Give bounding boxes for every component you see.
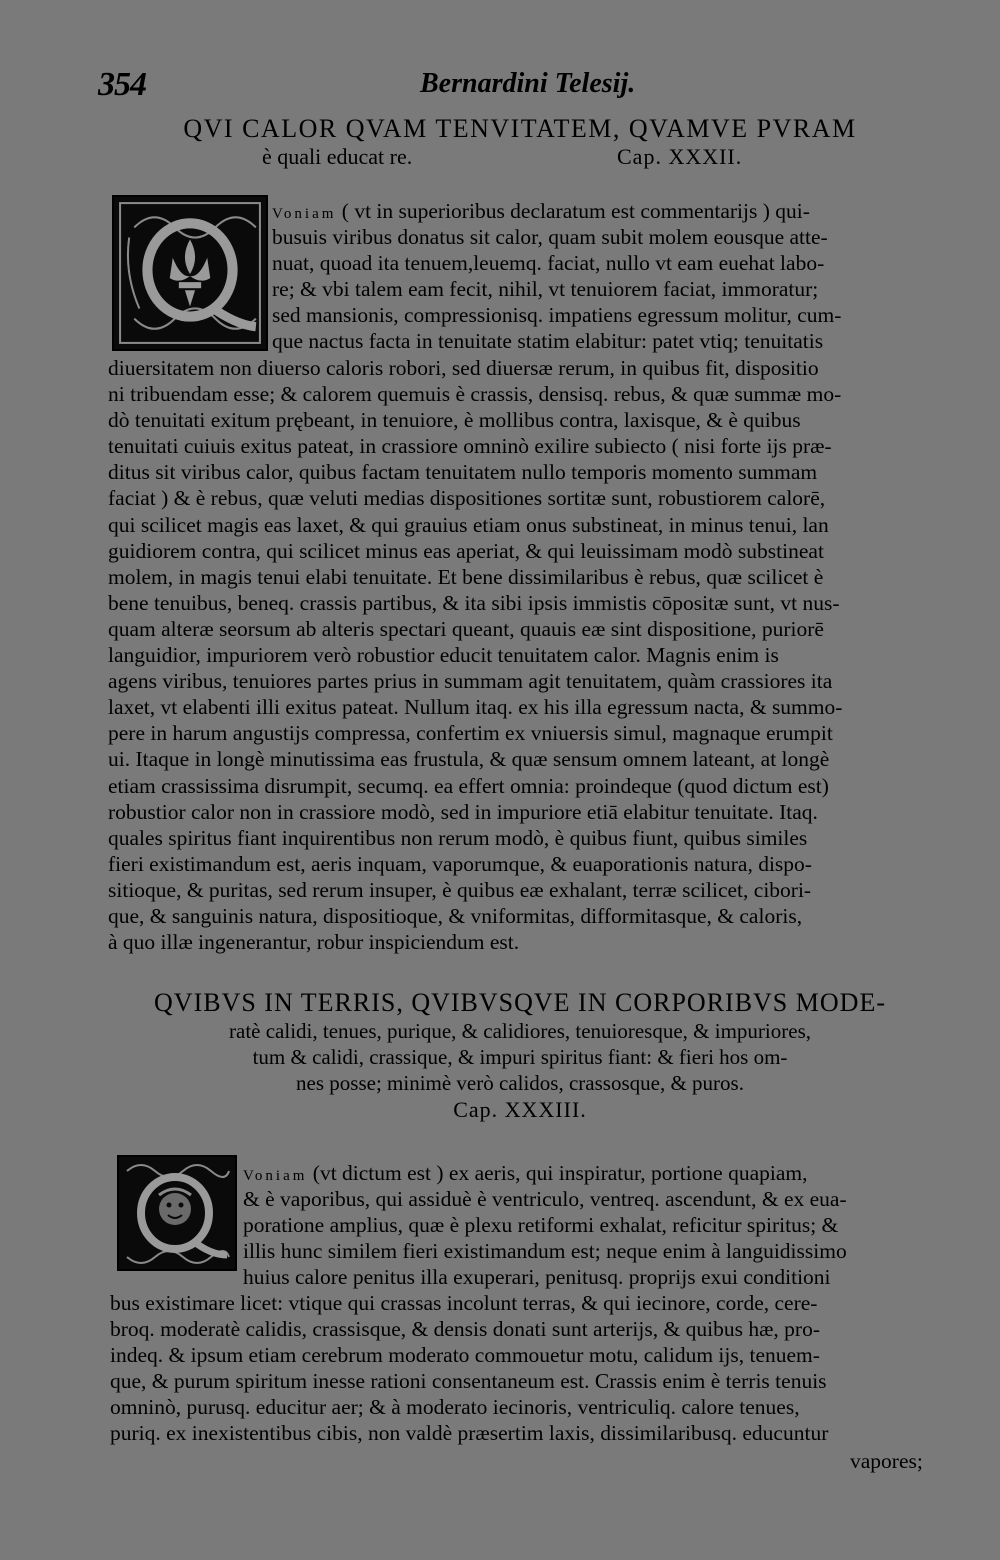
text-line: pere in harum angustijs compressa, confertim ex vniuersis simul, magnaque erumpit — [108, 721, 833, 746]
text-line: Voniam (vt dictum est ) ex aeris, qui inspiratur, portione quapiam, — [243, 1161, 808, 1185]
text-line: qui scilicet magis eas laxet, & qui grauius etiam onus substineat, in minus tenui, lan — [108, 512, 829, 537]
text-line: broq. moderatè calidis, crassisque, & densis donati sunt arterijs, & quibus hæ, pro- — [110, 1317, 820, 1342]
chapter-32-body — [108, 355, 842, 955]
chapter-33-opening-lines — [243, 1160, 847, 1290]
text-line: puriq. ex inexistentibus cibis, non valdè præsertim laxis, dissimilaribusq. educuntur — [110, 1421, 829, 1446]
text-line: bene tenuibus, beneq. crassis partibus, & ita sibi ipsis immistis cōpositæ sunt, vt nus- — [108, 590, 840, 615]
chapter-33-body — [110, 1290, 828, 1447]
text-line: diuersitatem non diuerso caloris robori, sed diuersæ rerum, in quibus fit, dispositio — [108, 356, 819, 380]
text-line: poratione amplius, quæ è plexu retiformi exhalat, reficitur spiritus; & — [243, 1213, 839, 1238]
text-line: robustior calor non in crassiore modò, sed in impuriore etiā elabitur tenuitate. Itaq. — [108, 799, 818, 824]
text-line: à quo illæ ingenerantur, robur inspiciendum est. — [108, 930, 520, 955]
text-line: que nactus facta in tenuitate statim elabitur: patet vtiq; tenuitatis — [272, 329, 824, 354]
text-line: que, & sanguinis natura, dispositioque, & vniformitas, difformitasque, & caloris, — [108, 903, 803, 928]
chapter-33-title: QVIBVS IN TERRIS, QVIBVSQVE IN CORPORIBVS MODE- — [154, 988, 886, 1017]
chapter-32-opening-lines — [272, 198, 841, 355]
chapter-33-subtitle-line: ratè calidi, tenues, purique, & calidiores, tenuioresque, & impuriores, — [229, 1019, 811, 1043]
catchword: vapores; — [850, 1449, 923, 1473]
text-line: guidiorem contra, qui scilicet minus eas aperiat, & qui leuissimam modò substineat — [108, 538, 824, 563]
page-header — [98, 62, 658, 102]
chapter-32-subtitle-text: è quali educat re. — [262, 144, 413, 169]
text-line: & è vaporibus, qui assiduè è ventriculo, ventreq. ascendunt, & ex eua- — [243, 1187, 847, 1212]
text-line: nuat, quoad ita tenuem,leuemq. faciat, nullo vt eam euehat labo- — [272, 251, 825, 276]
running-title: Bernardini Telesij. — [420, 68, 636, 99]
chapter-32-title: QVI CALOR QVAM TENVITATEM, QVAMVE PVRAM — [183, 114, 857, 143]
text-line: Voniam ( vt in superioribus declaratum est commentarijs ) qui- — [272, 199, 810, 223]
text-line: laxet, vt elabenti illi exitus pateat. Nullum itaq. ex his illa egressum nacta, & summo- — [108, 695, 843, 720]
text-line: etiam crassissima disrumpit, secumq. ea effert omnia: proindeque (quod dictum est) — [108, 773, 829, 798]
chapter-33-heading — [110, 988, 930, 1124]
text-line: agens viribus, tenuiores partes prius in summam agit tenuitatem, quàm crassiores ita — [108, 669, 833, 694]
chapter-33-subtitle-line: nes posse; minimè verò calidos, crassosque, & puros. — [296, 1071, 744, 1095]
text-line: indeq. & ipsum etiam cerebrum moderato commouetur motu, calidum ijs, tenuem- — [110, 1343, 820, 1368]
opening-word: Voniam — [272, 206, 337, 222]
opening-word: Voniam — [243, 1168, 308, 1184]
ornamental-initial-q — [117, 1155, 237, 1271]
text-line: sitioque, & puritas, sed rerum insuper, è quibus eæ exhalant, terræ scilicet, cibori- — [108, 877, 812, 902]
text-line: huius calore penitus illa exuperari, penitusq. proprijs exui conditioni — [243, 1265, 831, 1290]
text-line: dò tenuitati exitum prębeant, in tenuiore, è mollibus contra, laxisque, & è quibus — [108, 408, 801, 433]
text-line: fieri existimandum est, aeris inquam, vaporumque, & euaporationis natura, dispo- — [108, 851, 812, 876]
text-line: tenuitati cuiuis exitus pateat, in crassiore omninò exilire subiecto ( nisi forte ijs præ- — [108, 434, 832, 459]
ornamental-initial-q — [112, 195, 268, 351]
text-line: quales spiritus fiant inquirentibus non rerum modò, è quibus fiunt, quibus similes — [108, 825, 808, 850]
text-line: omninò, purusq. educitur aer; & à moderato iecinoris, ventriculiq. calore tenues, — [110, 1395, 800, 1420]
text-line: faciat ) & è rebus, quæ veluti medias dispositiones sortitæ sunt, robustiorem calorē, — [108, 486, 826, 511]
text-line: re; & vbi talem eam fecit, nihil, vt tenuiorem faciat, immoratur; — [272, 277, 819, 302]
chapter-33-number: Cap. XXXIII. — [453, 1097, 587, 1122]
text-line: quam alteræ seorsum ab alteris spectari queant, quauis eæ sint dispositione, puriorē — [108, 616, 824, 641]
text-line: sed mansionis, compressionisq. impatiens egressum molitur, cum- — [272, 303, 842, 328]
text-line: illis hunc similem fieri existimandum est; neque enim à languidissimo — [243, 1239, 847, 1264]
ornament-drop-cap-icon — [119, 1157, 235, 1269]
chapter-32-number: Cap. XXXII. — [617, 144, 743, 169]
ornament-drop-cap-icon — [114, 197, 266, 349]
text-line: languidior, impuriorem verò robustior educit tenuitatem calor. Magnis enim is — [108, 643, 779, 668]
chapter-33-subtitle-line: tum & calidi, crassique, & impuri spiritus fiant: & fieri hos om- — [252, 1045, 788, 1069]
text-line: busuis viribus donatus sit calor, quam subit molem eousque atte- — [272, 225, 828, 250]
text-line: ui. Itaque in longè minutissima eas frustula, & quæ sensum omnem lateant, at longè — [108, 747, 830, 772]
text-line: ni tribuendam esse; & calorem quemuis è crassis, densisq. rebus, & quæ summæ mo- — [108, 382, 842, 407]
text-line: ditus sit viribus calor, quibus factam tenuitatem nullo temporis momento summam — [108, 460, 818, 485]
text-line: que, & purum spiritum inesse rationi consentaneum est. Crassis enim è terris tenuis — [110, 1369, 827, 1394]
page-number: 354 — [98, 66, 146, 103]
text-line: molem, in magis tenui elabi tenuitate. Et bene dissimilaribus è rebus, quæ scilicet è — [108, 564, 824, 589]
text-line: bus existimare licet: vtique qui crassas incolunt terras, & qui iecinore, corde, cere- — [110, 1291, 818, 1315]
